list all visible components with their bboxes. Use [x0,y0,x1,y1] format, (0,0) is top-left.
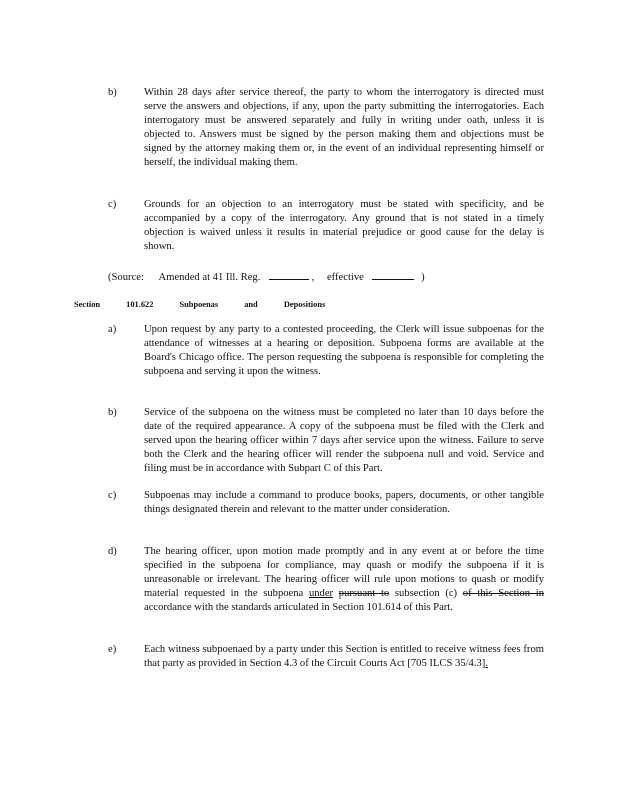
section-number: 101.622 [126,300,154,309]
source-reg-blank [269,268,309,280]
subsection-d-text-2: subsection (c) [394,588,458,600]
section-title-3: Depositions [283,300,326,309]
subsection-text: Service of the subpoena on the witness must be completed no later than 10 days before the date of the required appearance. A copy of the subpoena must be filed with the Clerk and served upon the hearing officer within 7 days after service upon the witness. Failure to serve both the Clerk and the hearing officer will render the subpoena null and void. Service and filing must be in accordance with Subpart C of this Part. [144,407,544,475]
source-date-blank [372,268,414,280]
inserted-period: . [485,658,488,670]
inserted-text: under [308,588,334,600]
subsection-a [108,323,544,379]
section-title-1: Subpoenas [179,300,219,309]
deleted-text: of this Section in [462,588,544,600]
source-amended: Amended at 41 Ill. Reg. [158,272,261,283]
section-title-2: and [244,300,258,309]
section-word: Section [74,300,101,309]
subsection-label: d) [108,546,117,557]
subsection-e-text-1: Each witness subpoenaed by a party under this Section is entitled to receive witness fees from that party as provided in Section 4.3 of the Circuit Courts Act [144,644,544,670]
subsection-text [144,643,544,671]
subsection-text: Grounds for an objection to an interrogatory must be stated with specificity, and be accompanied by a copy of the interrogatory. Any ground that is not stated in a timely objection is waived unless it results in material prejudice or good cause for the delay is shown. [144,199,544,253]
subsection-e [108,643,544,671]
subsection-b [108,406,544,476]
source-note: (Source: Amended at 41 Ill. Reg. , effective ) [108,268,544,285]
subsection-d-text-3: accordance with the standards articulated in Section 101.614 of this Part. [144,602,453,614]
subsection-c-objection-grounds [108,198,544,254]
subsection-text: Subpoenas may include a command to produce books, papers, documents, or other tangible things designated therein and relevant to the matter under consideration. [144,490,544,516]
subsection-d-text-1: The hearing officer, upon motion made promptly and in any event at or before the time specified in the subpoena for compliance, may quash or modify the subpoena if it is unreasonable or irrelevant. The hearing officer will rule upon motions to quash or modify material requested in the subpoena [144,546,544,600]
source-effective: effective [326,272,364,283]
subsection-label: c) [108,199,117,210]
subsection-label: e) [108,644,117,655]
deleted-text: pursuant to [338,588,390,600]
section-heading [74,298,349,312]
subsection-label: a) [108,324,117,335]
source-suffix: ) [421,272,425,283]
source-prefix: (Source: [108,272,144,283]
subsection-b-interrogatory-answers [108,86,544,171]
subsection-text [144,545,544,615]
subsection-d [108,545,544,615]
subsection-label: c) [108,490,117,501]
subsection-text: Upon request by any party to a contested proceeding, the Clerk will issue subpoenas for the attendance of witnesses at a hearing or deposition. Subpoena forms are available at the Board's Chicago office. The person requesting the subpoena is responsible for completing the subpoena and serving it upon the witness. [144,324,544,378]
subsection-text: Within 28 days after service thereof, the party to whom the interrogatory is directed must serve the answers and objections, if any, upon the party submitting the interrogatories. Each interrogatory must be answered separately and fully in writing under oath, unless it is objected to. Answers must be signed by the person making them and objections must be signed by the attorney making them or, in the event of an individual representing himself or herself, the individual making them. [144,87,544,169]
statute-citation: [705 ILCS 35/4.3] [407,658,486,670]
subsection-c [108,489,544,517]
subsection-label: b) [108,407,117,418]
subsection-label: b) [108,87,117,98]
